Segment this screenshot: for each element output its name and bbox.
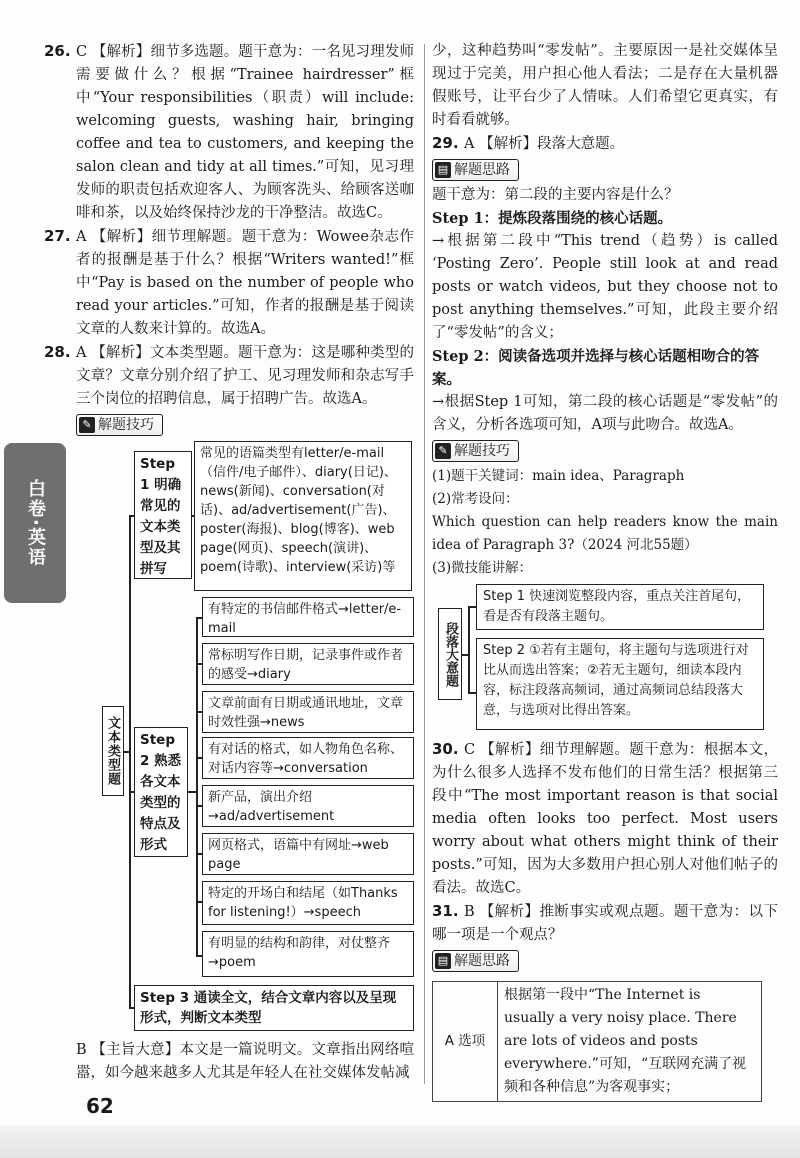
question-29: 29. A 【解析】段落大意题。 — [432, 134, 625, 152]
tips-line-2: (2)常考设问： — [432, 491, 519, 507]
left-column — [44, 40, 414, 1085]
wrench-icon: ✎ — [435, 443, 451, 459]
option-content: 根据第一段中“The Internet is usually a very noisy place. There are lots of videos and posts everywhere.”可知，“互联网充满了视频和各种信息”为客观事实； — [498, 982, 762, 1102]
wrench-icon: ✎ — [79, 417, 95, 433]
q29-step1: Step 1：提炼段落围绕的核心话题。 — [432, 210, 673, 227]
notepad-icon: ▤ — [435, 162, 451, 178]
question-30: 30. C 【解析】细节理解题。题干意为：根据本文，为什么很多人选择不发布他们的日常生活？根据第三段中“The most important reason is that social media often looks too perfect. Most users worry about what others might think of their posts.”可知，因为大多数用户担心别人对他们帖子的看法。故选C。 — [432, 740, 778, 896]
mindmap-step2: Step 2 熟悉各文本类型的特点及形式 — [134, 727, 188, 857]
q29-step2-text: →根据Step 1可知，第二段的核心话题是“零发帖”的含义，分析各选项可知，A项与此吻合。故选A。 — [432, 394, 778, 433]
mindmap2-step2: Step 2 ①若有主题句，将主题句与选项进行对比从而选出答案；②若无主题句，细读本段内容，标注段落高频词，通过高频词总结段落大意，与选项对比得出答案。 — [476, 638, 764, 730]
tips-line-1: (1)题干关键词：main idea、Paragraph — [432, 468, 685, 484]
question-28: 28. A 【解析】文本类型题。题干意为：这是哪种类型的文章？文章分别介绍了护工、见习理发师和杂志写手三个岗位的招聘信息，属于招聘广告。故选A。 — [44, 343, 414, 407]
page-number: 62 — [86, 1094, 114, 1118]
mindmap-paragraph — [432, 584, 778, 734]
mindmap-step2-item: 网页格式，语篇中有网址→web page — [202, 833, 414, 875]
mindmap-step2-item: 有明显的结构和韵律，对仗整齐→poem — [202, 931, 414, 977]
right-column — [432, 40, 778, 1102]
mindmap-step2-item: 文章前面有日期或通讯地址，文章时效性强→news — [202, 691, 414, 733]
side-tab: 白卷·英语 — [4, 443, 66, 603]
summary-continued: 少，这种趋势叫“零发帖”。主要原因一是社交媒体呈现过于完美，用户担心他人看法；二是存在大量机器假账号，让平台少了人情味。人们希望它更真实，有时看看就够。 — [432, 43, 778, 128]
mindmap-step2-item: 有对话的格式，如人物角色名称、对话内容等→conversation — [202, 737, 414, 779]
bottom-shadow — [0, 1125, 800, 1158]
thinking-badge-2: ▤ 解题思路 — [432, 950, 519, 972]
question-26: 26. C 【解析】细节多选题。题干意为：一名见习理发师需要做什么？根据“Trainee hairdresser”框中“Your responsibilities（职责）will include: welcoming guests, washing hair, bringing coffee and tea to customers, and keeping the salon clean and tidy at all times.”可知，见习理发师的职责包括欢迎客人、为顾客洗头、给顾客送咖啡和茶，以及始终保持沙龙的干净整洁。故选C。 — [44, 42, 414, 221]
mindmap2-root: 段落大意题 — [438, 608, 462, 700]
tips-badge-2: ✎ 解题技巧 — [432, 440, 519, 462]
q29-line: 题干意为：第二段的主要内容是什么？ — [432, 187, 679, 203]
main-idea-summary: B 【主旨大意】本文是一篇说明文。文章指出网络喧嚣，如今越来越多人尤其是年轻人在社交媒体发帖减 — [76, 1042, 414, 1081]
mindmap-step2-item: 常标明写作日期，记录事件或作者的感受→diary — [202, 643, 414, 685]
question-31: 31. B 【解析】推断事实或观点题。题干意为：以下哪一项是一个观点？ — [432, 902, 778, 943]
tips-line-4: (3)微技能讲解： — [432, 560, 533, 576]
mindmap-step1-content: 常见的语篇类型有letter/e-mail（信件/电子邮件）、diary(日记)、news(新闻)、conversation(对话)、ad/advertisement(广告)、poster(海报)、blog(博客)、web page(网页)、speech(演讲)、poem(诗歌)、interview(采访)等 — [194, 441, 412, 591]
option-table — [432, 981, 762, 1102]
tips-badge: ✎ 解题技巧 — [76, 414, 163, 436]
option-label: A 选项 — [433, 982, 498, 1102]
tips-line-3: Which question can help readers know the main idea of Paragraph 3?（2024 河北55题） — [432, 514, 778, 553]
mindmap-step1: Step 1 明确常见的文本类型及其拼写 — [134, 451, 192, 579]
q29-step1-text: →根据第二段中“This trend（趋势）is called ‘Posting Zero’. People still look at and read posts or watch videos, but they choose not to post anything themselves.”可知，此段主要介绍了“零发帖”的含义； — [432, 233, 778, 341]
mindmap-text-type — [76, 441, 414, 1035]
table-row — [433, 982, 762, 1102]
notepad-icon: ▤ — [435, 953, 451, 969]
column-divider — [424, 44, 425, 1084]
q29-step2: Step 2：阅读备选项并选择与核心话题相吻合的答案。 — [432, 348, 760, 388]
mindmap-step3: Step 3 通读全文，结合文章内容以及呈现形式，判断文本类型 — [134, 985, 414, 1031]
mindmap-step2-item: 特定的开场白和结尾（如Thanks for listening!）→speech — [202, 881, 414, 925]
thinking-badge-1: ▤ 解题思路 — [432, 159, 519, 181]
mindmap-step2-item: 新产品，演出介绍→ad/advertisement — [202, 785, 414, 827]
mindmap-step2-item: 有特定的书信邮件格式→letter/e-mail — [202, 597, 414, 637]
mindmap-root: 文本类型题 — [102, 706, 124, 796]
question-27: 27. A 【解析】细节理解题。题干意为：Wowee杂志作者的报酬是基于什么？根据“Writers wanted!”框中“Pay is based on the number of people who read your articles.”可知，作者的报酬是基于阅读文章的人数来计算的。故选A。 — [44, 227, 414, 337]
mindmap2-step1: Step 1 快速浏览整段内容，重点关注首尾句，看是否有段落主题句。 — [476, 584, 764, 630]
